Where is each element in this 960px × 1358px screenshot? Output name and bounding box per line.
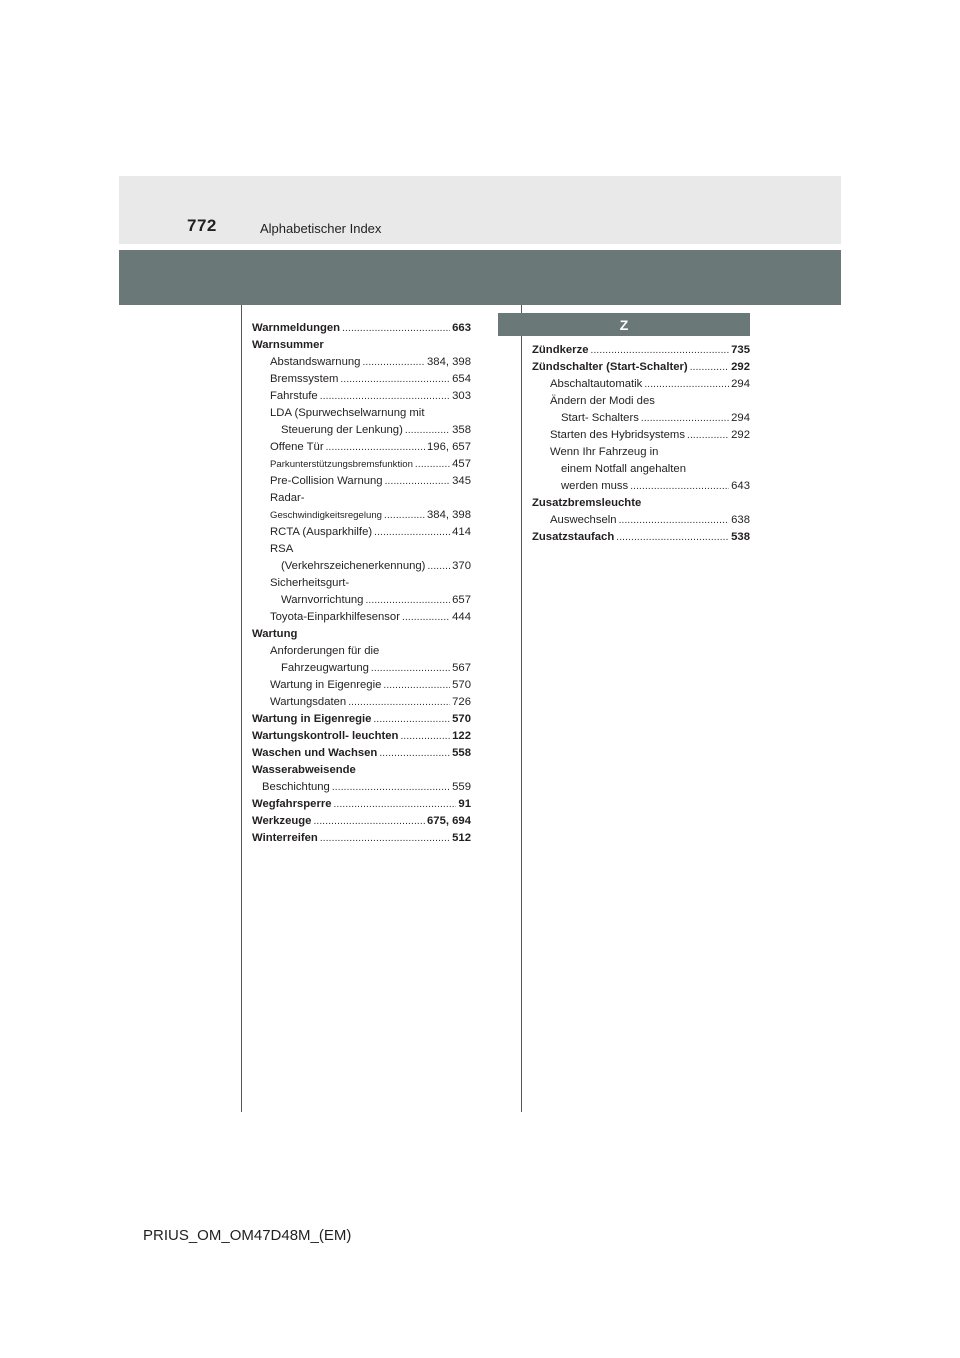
- index-entry: [252, 728, 471, 745]
- index-entry-page: 570: [452, 679, 471, 691]
- index-entry: [532, 512, 750, 529]
- index-entry: [252, 354, 471, 371]
- dot-leader: [427, 558, 450, 575]
- index-entry-label: Warnsummer: [252, 339, 324, 351]
- dot-leader: [687, 427, 729, 444]
- index-entry: [252, 660, 471, 677]
- index-entry-page: 538: [731, 531, 750, 543]
- index-entry-label: Zusatzstaufach: [532, 531, 615, 543]
- index-entry: [252, 320, 471, 337]
- index-entry-label: Toyota-Einparkhilfesensor: [270, 611, 400, 623]
- index-entry: [252, 337, 471, 354]
- dot-leader: [340, 371, 450, 388]
- index-entry: [532, 495, 750, 512]
- index-entry-label: Wenn Ihr Fahrzeug in: [550, 446, 659, 458]
- index-entry: [252, 490, 471, 507]
- index-entry-label: Ändern der Modi des: [550, 395, 655, 407]
- index-entry: [532, 444, 750, 461]
- index-entry: [252, 558, 471, 575]
- index-entry-page: 384, 398: [427, 356, 471, 368]
- dot-leader: [690, 359, 729, 376]
- index-entry-label: Anforderungen für die: [270, 645, 380, 657]
- index-entry-label: Starten des Hybridsystems: [550, 429, 685, 441]
- index-entry: [252, 456, 471, 473]
- index-entry-label: Fahrstufe: [270, 390, 318, 402]
- index-entry-label: Sicherheitsgurt-: [270, 577, 350, 589]
- index-entry: [252, 813, 471, 830]
- index-entry-label: Winterreifen: [252, 832, 318, 844]
- index-entry: [532, 359, 750, 376]
- index-entry-label: Wartung: [252, 628, 298, 640]
- index-column-right: [532, 342, 750, 546]
- dot-leader: [383, 677, 450, 694]
- index-entry-label: Zündschalter (Start-Schalter): [532, 361, 688, 373]
- index-entry: [252, 524, 471, 541]
- index-entry: [252, 677, 471, 694]
- dot-leader: [405, 422, 450, 439]
- index-entry-page: 657: [452, 594, 471, 606]
- dot-leader: [320, 388, 450, 405]
- index-entry: [252, 507, 471, 524]
- index-entry: [252, 745, 471, 762]
- index-entry: [252, 796, 471, 813]
- index-entry: [532, 393, 750, 410]
- index-entry-page: 384, 398: [427, 509, 471, 521]
- index-entry-page: 303: [452, 390, 471, 402]
- page-header-band: [119, 176, 841, 244]
- dot-leader: [313, 813, 425, 830]
- index-entry-page: 654: [452, 373, 471, 385]
- index-entry: [252, 711, 471, 728]
- index-entry: [252, 575, 471, 592]
- dot-leader: [591, 342, 730, 359]
- index-entry-label: LDA (Spurwechselwarnung mit: [270, 407, 425, 419]
- index-entry-label: Radar-: [270, 492, 305, 504]
- index-entry-page: 457: [452, 458, 471, 470]
- index-entry-label: Zusatzbremsleuchte: [532, 497, 642, 509]
- index-entry-page: 735: [731, 344, 750, 356]
- dot-leader: [332, 779, 450, 796]
- index-entry: [532, 529, 750, 546]
- index-entry-label: Waschen und Wachsen: [252, 747, 378, 759]
- section-title: Alphabetischer Index: [260, 221, 382, 236]
- dot-leader: [373, 711, 450, 728]
- dot-leader: [384, 507, 425, 524]
- dot-leader: [385, 473, 451, 490]
- index-entry-page: 91: [458, 798, 471, 810]
- index-entry-label: Wartung in Eigenregie: [252, 713, 372, 725]
- index-entry-page: 358: [452, 424, 471, 436]
- index-entry: [252, 643, 471, 660]
- column-rule-left: [241, 305, 242, 1112]
- index-entry-page: 643: [731, 480, 750, 492]
- index-entry-label: einem Notfall angehalten: [561, 463, 686, 475]
- index-entry: [532, 410, 750, 427]
- index-entry-label: Werkzeuge: [252, 815, 312, 827]
- index-entry-label: Geschwindigkeitsregelung: [270, 510, 382, 521]
- index-entry-page: 570: [452, 713, 471, 725]
- index-entry: [532, 376, 750, 393]
- dot-leader: [641, 410, 729, 427]
- index-entry-page: 122: [452, 730, 471, 742]
- index-entry-label: Start- Schalters: [561, 412, 639, 424]
- dot-leader: [619, 512, 730, 529]
- index-entry-label: (Verkehrszeichenerkennung): [281, 560, 426, 572]
- index-entry-page: 663: [452, 322, 471, 334]
- section-title-bar: [119, 250, 841, 305]
- index-entry-page: 726: [452, 696, 471, 708]
- index-entry-label: RCTA (Ausparkhilfe): [270, 526, 373, 538]
- dot-leader: [374, 524, 450, 541]
- index-entry-label: Auswechseln: [550, 514, 617, 526]
- index-entry-page: 638: [731, 514, 750, 526]
- dot-leader: [616, 529, 729, 546]
- index-entry: [532, 342, 750, 359]
- dot-leader: [365, 592, 450, 609]
- index-entry-page: 558: [452, 747, 471, 759]
- index-entry-page: 414: [452, 526, 471, 538]
- index-entry-label: werden muss: [561, 480, 629, 492]
- index-entry: [252, 592, 471, 609]
- index-entry-page: 196, 657: [427, 441, 471, 453]
- index-entry-label: Warnvorrichtung: [281, 594, 364, 606]
- index-entry: [252, 422, 471, 439]
- index-entry-page: 294: [731, 412, 750, 424]
- index-entry: [252, 779, 471, 796]
- dot-leader: [400, 728, 450, 745]
- index-entry-label: Bremssystem: [270, 373, 339, 385]
- index-entry: [252, 473, 471, 490]
- index-column-left: [252, 320, 471, 847]
- dot-leader: [348, 694, 450, 711]
- index-entry-label: Steuerung der Lenkung): [281, 424, 403, 436]
- index-entry-label: Warnmeldungen: [252, 322, 341, 334]
- dot-leader: [362, 354, 425, 371]
- index-entry-label: Zündkerze: [532, 344, 589, 356]
- index-entry: [252, 388, 471, 405]
- index-entry: [252, 762, 471, 779]
- index-entry: [532, 478, 750, 495]
- index-entry: [252, 405, 471, 422]
- index-entry: [252, 609, 471, 626]
- dot-leader: [320, 830, 450, 847]
- document-code: PRIUS_OM_OM47D48M_(EM): [143, 1227, 352, 1244]
- index-entry-page: 292: [731, 361, 750, 373]
- dot-leader: [644, 376, 729, 393]
- dot-leader: [415, 456, 450, 473]
- dot-leader: [334, 796, 457, 813]
- letter-heading-tab: Z: [498, 313, 750, 336]
- column-rule-middle: [521, 305, 522, 1112]
- index-entry-page: 444: [452, 611, 471, 623]
- index-entry-label: Wartung in Eigenregie: [270, 679, 382, 691]
- index-entry: [252, 439, 471, 456]
- index-entry: [532, 461, 750, 478]
- index-entry-label: Pre-Collision Warnung: [270, 475, 383, 487]
- index-entry-page: 294: [731, 378, 750, 390]
- index-entry-page: 345: [452, 475, 471, 487]
- index-entry-page: 567: [452, 662, 471, 674]
- index-entry-label: RSA: [270, 543, 294, 555]
- index-entry: [252, 626, 471, 643]
- dot-leader: [326, 439, 425, 456]
- page-number: 772: [187, 216, 217, 235]
- index-entry-label: Wartungsdaten: [270, 696, 347, 708]
- index-entry-label: Wasserabweisende: [252, 764, 356, 776]
- index-entry-page: 675, 694: [427, 815, 471, 827]
- dot-leader: [630, 478, 729, 495]
- index-entry-label: Offene Tür: [270, 441, 324, 453]
- index-entry: [532, 427, 750, 444]
- index-entry-label: Wartungskontroll- leuchten: [252, 730, 399, 742]
- index-entry: [252, 541, 471, 558]
- dot-leader: [371, 660, 450, 677]
- index-entry-label: Fahrzeugwartung: [281, 662, 369, 674]
- index-entry-page: 292: [731, 429, 750, 441]
- index-entry-label: Abschaltautomatik: [550, 378, 643, 390]
- dot-leader: [379, 745, 450, 762]
- index-entry-label: Beschichtung: [262, 781, 330, 793]
- index-entry-page: 512: [452, 832, 471, 844]
- index-entry-page: 370: [452, 560, 471, 572]
- index-entry: [252, 694, 471, 711]
- dot-leader: [342, 320, 450, 337]
- index-entry-label: Parkunterstützungsbremsfunktion: [270, 459, 413, 470]
- dot-leader: [402, 609, 450, 626]
- index-entry-label: Abstandswarnung: [270, 356, 361, 368]
- index-entry-label: Wegfahrsperre: [252, 798, 332, 810]
- index-entry-page: 559: [452, 781, 471, 793]
- index-entry: [252, 371, 471, 388]
- index-entry: [252, 830, 471, 847]
